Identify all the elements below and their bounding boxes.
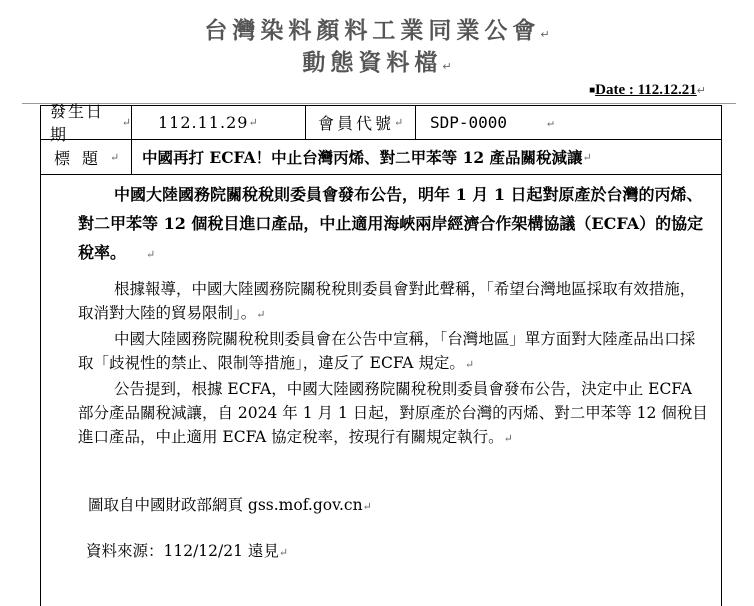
article-body	[78, 180, 710, 451]
data-source: 資料來源：112/12/21 遠見↵	[86, 542, 289, 560]
paragraph-mark: ↵	[442, 60, 452, 73]
info-row	[40, 102, 721, 144]
org-title: 台灣染料顏料工業同業公會↵	[204, 18, 550, 44]
bullet-icon: ■	[589, 85, 596, 97]
paragraph-mark: ↵	[696, 85, 706, 97]
member-code-label: 會員代號 ↵	[306, 105, 416, 139]
issue-date-label: 發生日期 ↵	[40, 105, 132, 139]
article-paragraph: 中國大陸國務院關稅稅則委員會在公告中宣稱，「台灣地區」單方面對大陸產品出口採取「歧視性的禁止、限制等措施」，違反了 ECFA 規定。↵	[78, 330, 696, 372]
header-rule	[22, 103, 736, 104]
article-paragraph: 根據報導，中國大陸國務院關稅稅則委員會對此聲稱，「希望台灣地區採取有效措施，取消對大陸的貿易限制」。↵	[78, 280, 696, 322]
paragraph-mark: ↵	[540, 28, 550, 41]
article-lead: 中國大陸國務院關稅稅則委員會發布公告，明年 1 月 1 日起對原產於台灣的丙烯、對二甲苯等 12 個稅目進口產品，中止適用海峽兩岸經濟合作架構協議（ECFA）的協定稅率。 ↵	[78, 185, 704, 262]
doc-title: 動態資料檔↵	[302, 50, 452, 76]
date-line	[589, 82, 706, 99]
subject-label: 標題 ↵	[40, 140, 132, 174]
subject-row	[40, 140, 721, 175]
subject-value: 中國再打 ECFA！中止台灣丙烯、對二甲苯等 12 產品關稅減讓 ↵	[142, 148, 592, 167]
date-label: Date : 112.12.21	[595, 82, 697, 98]
image-source: 圖取自中國財政部網頁 gss.mof.gov.cn↵	[88, 496, 372, 514]
article-paragraph: 公告提到，根據 ECFA，中國大陸國務院關稅稅則委員會發布公告，決定中止 ECFA 部分產品關稅減讓，自 2024 年 1 月 1 日起，對原產於台灣的丙烯、對二甲苯等 12 個稅目進口產品，中止適用 ECFA 協定稅率，按現行有關規定執行。↵	[78, 380, 708, 446]
member-code-value: SDP-0000 ↵	[430, 112, 554, 132]
issue-date-value: 112.11.29 ↵	[132, 105, 306, 139]
